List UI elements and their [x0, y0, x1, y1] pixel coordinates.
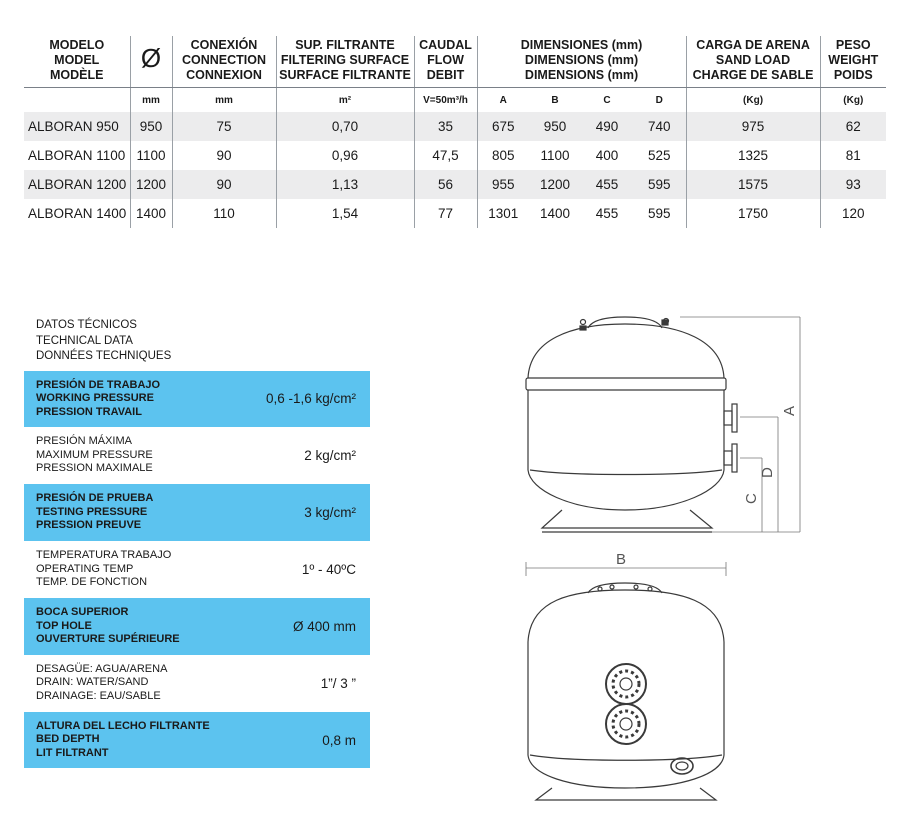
unit-flow: V=50m³/h: [414, 88, 477, 113]
tech-row-label: [24, 492, 246, 533]
tech-label-line: DESAGÜE: AGUA/ARENA: [36, 662, 168, 675]
tech-row-label: [24, 720, 246, 761]
header-flow: CAUDAL FLOW DEBIT: [414, 36, 477, 88]
tech-label-line: BED DEPTH: [36, 733, 100, 746]
tech-label-line: BOCA SUPERIOR: [36, 606, 129, 619]
header-surface: SUP. FILTRANTE FILTERING SURFACE SURFACE FILTRANTE: [276, 36, 414, 88]
cell-model: ALBORAN 950: [24, 112, 130, 141]
cell-sand: 1575: [686, 170, 820, 199]
unit-model: [24, 88, 130, 113]
unit-connection: mm: [172, 88, 276, 113]
technical-data-title: DATOS TÉCNICOS TECHNICAL DATA DONNÉES TECHNIQUES: [36, 319, 172, 362]
tech-label-line: DRAINAGE: EAU/SABLE: [36, 689, 161, 702]
tech-label-line: PRESIÓN MÁXIMA: [36, 435, 132, 448]
tech-row-value: Ø 400 mm: [292, 618, 356, 634]
tech-label-line: WORKING PRESSURE: [36, 392, 154, 404]
cell-weight: 93: [820, 170, 886, 199]
cell-diameter: 950: [130, 112, 172, 141]
cell-c: 455: [595, 206, 619, 221]
tech-row-label: [24, 435, 246, 476]
tech-row: [24, 655, 370, 712]
tech-label-line: PRESSION PREUVE: [36, 519, 142, 532]
unit-c: C: [603, 94, 611, 106]
cell-flow: 47,5: [414, 141, 477, 170]
dimension-label-c: C: [743, 493, 760, 504]
cell-connection: 110: [172, 199, 276, 228]
cell-weight: 120: [842, 206, 865, 221]
cell-d: 595: [633, 199, 686, 228]
header-dimensions: DIMENSIONES (mm) DIMENSIONS (mm) DIMENSIONS (mm): [477, 36, 686, 88]
cell-b: 1200: [529, 170, 581, 199]
cell-connection: 90: [172, 170, 276, 199]
tech-row: [24, 598, 370, 655]
tech-row-value: 1”/ 3 ”: [320, 675, 356, 691]
cell-surface: 1,13: [276, 170, 414, 199]
cell-model: ALBORAN 1400: [24, 199, 130, 228]
header-connection: CONEXIÓN CONNECTION CONNEXION: [172, 36, 276, 88]
tech-row: [24, 541, 370, 598]
tech-label-line: TOP HOLE: [36, 619, 92, 632]
unit-weight: (Kg): [843, 94, 864, 106]
front-view: [528, 583, 724, 800]
cell-d: 525: [633, 141, 686, 170]
cell-connection: 90: [172, 141, 276, 170]
table-row: [24, 112, 886, 141]
filter-drawing: [500, 300, 820, 820]
header-model: MODELO MODEL MODÈLE: [24, 36, 130, 88]
tech-label-line: PRESSION TRAVAIL: [36, 405, 142, 418]
cell-c: 455: [581, 170, 633, 199]
cell-connection: 75: [172, 112, 276, 141]
cell-surface: 1,54: [276, 199, 414, 228]
tech-row: [24, 712, 370, 769]
tech-row-label: [24, 663, 246, 704]
header-sand: CARGA DE ARENA SAND LOAD CHARGE DE SABLE: [686, 36, 820, 88]
cell-sand: 1750: [686, 199, 820, 228]
header-weight: PESO WEIGHT POIDS: [820, 36, 886, 88]
tech-row: [24, 371, 370, 428]
tech-row: [24, 427, 370, 484]
dimension-label-d: D: [759, 467, 776, 478]
unit-b: B: [551, 94, 559, 106]
tech-label-line: TEMP. DE FONCTION: [36, 576, 148, 589]
cell-d: 595: [633, 170, 686, 199]
tech-label-line: LIT FILTRANT: [36, 746, 109, 759]
tech-row-value: 0,8 m: [322, 732, 356, 748]
cell-flow: 56: [414, 170, 477, 199]
technical-data-panel: [24, 318, 370, 769]
tech-label-line: OPERATING TEMP: [36, 562, 134, 575]
tech-label-line: TESTING PRESSURE: [36, 505, 148, 518]
tech-label-line: DRAIN: WATER/SAND: [36, 676, 149, 689]
cell-flow: 77: [414, 199, 477, 228]
cell-a: 955: [477, 170, 529, 199]
tech-row-value: 2 kg/cm²: [304, 448, 356, 464]
cell-surface: 0,70: [276, 112, 414, 141]
unit-d: D: [633, 88, 686, 113]
unit-diameter: mm: [130, 88, 172, 113]
tech-row-value: 1º - 40ºC: [301, 561, 356, 577]
table-row: [24, 199, 886, 228]
cell-c: 400: [595, 148, 619, 163]
unit-a: A: [499, 94, 507, 106]
tech-label-line: OUVERTURE SUPÉRIEURE: [36, 633, 180, 646]
tech-row-label: [24, 549, 246, 590]
unit-surface: m²: [276, 88, 414, 113]
cell-d: 740: [633, 112, 686, 141]
tech-label-line: ALTURA DEL LECHO FILTRANTE: [36, 719, 210, 732]
unit-sand: (Kg): [686, 88, 820, 113]
cell-a: 805: [491, 148, 515, 163]
spec-table: [24, 36, 886, 228]
cell-c: 490: [581, 112, 633, 141]
cell-model: ALBORAN 1100: [24, 141, 130, 170]
dimension-label-b: B: [616, 551, 627, 568]
units-row: [24, 88, 886, 113]
tech-row-label: [24, 606, 246, 647]
tech-label-line: PRESSION MAXIMALE: [36, 462, 153, 475]
side-view: [526, 317, 737, 532]
cell-diameter: 1200: [130, 170, 172, 199]
cell-surface: 0,96: [276, 141, 414, 170]
cell-flow: 35: [414, 112, 477, 141]
cell-b: 1400: [539, 206, 571, 221]
cell-b: 1100: [540, 148, 570, 163]
cell-sand: 1325: [686, 141, 820, 170]
dimension-lines: [526, 317, 800, 576]
dimension-label-a: A: [781, 405, 798, 416]
cell-weight: 81: [845, 148, 861, 163]
cell-diameter: 1400: [130, 199, 172, 228]
tech-label-line: TEMPERATURA TRABAJO: [36, 549, 172, 562]
cell-weight: 62: [820, 112, 886, 141]
tech-row-label: [24, 379, 246, 420]
table-row: [24, 141, 886, 170]
cell-diameter: 1100: [130, 141, 172, 170]
cell-sand: 975: [686, 112, 820, 141]
tech-row-value: 3 kg/cm²: [304, 505, 356, 521]
tech-label-line: MAXIMUM PRESSURE: [36, 448, 153, 461]
table-row: [24, 170, 886, 199]
tech-row-value: 0,6 -1,6 kg/cm²: [265, 391, 356, 407]
cell-b: 950: [529, 112, 581, 141]
tech-label-line: PRESIÓN DE TRABAJO: [36, 378, 161, 391]
tech-label-line: PRESIÓN DE PRUEBA: [36, 492, 154, 505]
header-diameter: Ø: [130, 36, 172, 88]
cell-a: 675: [477, 112, 529, 141]
cell-a: 1301: [488, 206, 519, 221]
tech-row: [24, 484, 370, 541]
cell-model: ALBORAN 1200: [24, 170, 130, 199]
